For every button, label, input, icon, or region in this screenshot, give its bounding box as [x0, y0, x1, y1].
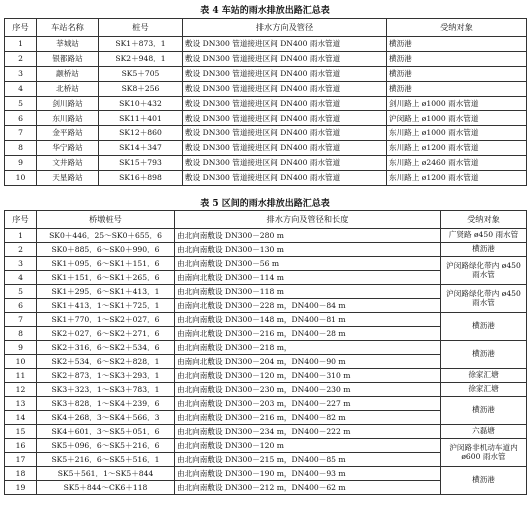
- row-index: 6: [5, 299, 37, 313]
- table-row: [5, 51, 527, 66]
- chainage: SK12＋860: [99, 126, 183, 141]
- row-index: 4: [5, 271, 37, 285]
- chainage: SK10＋432: [99, 96, 183, 111]
- drainage-direction-length: 由北向南敷设 DN300－212 m，DN400－62 m: [175, 481, 441, 495]
- row-index: 10: [5, 355, 37, 369]
- receiver: 东川路上 ø1200 雨水管道: [387, 141, 527, 156]
- chainage: SK1＋873．1: [99, 37, 183, 52]
- table-row: [5, 369, 527, 383]
- pier-chainage: SK5＋844～CK6＋118: [37, 481, 175, 495]
- receiver: 沪闵路绿化带内 ø450 雨水管: [441, 285, 527, 313]
- drainage-direction-length: 由北向南敷设 DN300－148 m，DN400－81 m: [175, 313, 441, 327]
- drainage-direction-length: 由北向南敷设 DN300－190 m，DN400－93 m: [175, 467, 441, 481]
- row-index: 15: [5, 425, 37, 439]
- receiver: 徐家汇塘: [441, 369, 527, 383]
- station-name: 华宁路站: [37, 141, 99, 156]
- pier-chainage: SK2＋873．1～SK3＋293．1: [37, 369, 175, 383]
- row-index: 18: [5, 467, 37, 481]
- pier-chainage: SK5＋216．6～SK5＋516．1: [37, 453, 175, 467]
- row-index: 16: [5, 439, 37, 453]
- drainage-direction: 敷设 DN300 管道接进区间 DN400 雨水管道: [183, 37, 387, 52]
- drainage-direction-length: 由北向南敷设 DN300－130 m: [175, 243, 441, 257]
- receiver: 横沥港: [441, 341, 527, 369]
- table-row: [5, 341, 527, 355]
- row-index: 13: [5, 397, 37, 411]
- row-index: 8: [5, 141, 37, 156]
- station-name: 莘城站: [37, 37, 99, 52]
- station-name: 文井路站: [37, 156, 99, 171]
- table-row: [5, 243, 527, 257]
- station-name: 颛桥站: [37, 66, 99, 81]
- drainage-direction-length: 由北向南敷设 DN300－218 m，: [175, 341, 441, 355]
- pier-chainage: SK2＋027．6～SK2＋271．6: [37, 327, 175, 341]
- drainage-direction-length: 由北向南敷设 DN300－118 m: [175, 285, 441, 299]
- receiver: 横沥港: [387, 51, 527, 66]
- table-header-row: [5, 19, 527, 37]
- row-index: 5: [5, 96, 37, 111]
- row-index: 12: [5, 383, 37, 397]
- station-name: 银都路站: [37, 51, 99, 66]
- table4-caption: 表 4 车站的雨水排放出路汇总表: [200, 6, 330, 16]
- table-row: [5, 229, 527, 243]
- pier-chainage: SK4＋601．3～SK5＋051．6: [37, 425, 175, 439]
- station-name: 东川路站: [37, 111, 99, 126]
- table-row: [5, 313, 527, 327]
- table-body: [5, 229, 527, 495]
- receiver: 东川路上 ø1200 雨水管道: [387, 171, 527, 186]
- pier-chainage: SK1＋151．6～SK1＋265．6: [37, 271, 175, 285]
- table-row: [5, 111, 527, 126]
- table-row: [5, 96, 527, 111]
- receiver: 沪闵路绿化带内 ø450 雨水管: [441, 257, 527, 285]
- pier-chainage: SK1＋770．1～SK2＋027．6: [37, 313, 175, 327]
- pier-chainage: SK5＋561．1～SK5＋844: [37, 467, 175, 481]
- chainage: SK15＋793: [99, 156, 183, 171]
- table-row: [5, 126, 527, 141]
- pier-chainage: SK4＋268．3～SK4＋566．3: [37, 411, 175, 425]
- chainage: SK16＋898: [99, 171, 183, 186]
- drainage-direction-length: 由北向南敷设 DN300－203 m，DN400－227 m: [175, 397, 441, 411]
- table-row: [5, 81, 527, 96]
- drainage-direction: 敷设 DN300 管道接进区间 DN400 雨水管道: [183, 96, 387, 111]
- row-index: 9: [5, 156, 37, 171]
- table-row: [5, 141, 527, 156]
- drainage-direction-length: 由北向南敷设 DN300－230 m，DN400－230 m: [175, 383, 441, 397]
- row-index: 10: [5, 171, 37, 186]
- section-drainage-table: [4, 210, 527, 495]
- row-index: 17: [5, 453, 37, 467]
- col-header-index: 序号: [5, 19, 37, 37]
- receiver: 横沥港: [387, 66, 527, 81]
- drainage-direction-length: 由南向北敷设 DN300－114 m: [175, 271, 441, 285]
- col-header-pier-chainage: 桥墩桩号: [37, 211, 175, 229]
- table-body: [5, 37, 527, 186]
- table-row: [5, 467, 527, 481]
- table-row: [5, 156, 527, 171]
- row-index: 6: [5, 111, 37, 126]
- chainage: SK5＋705: [99, 66, 183, 81]
- table-row: [5, 425, 527, 439]
- drainage-direction-length: 由北向南敷设 DN300－280 m: [175, 229, 441, 243]
- row-index: 14: [5, 411, 37, 425]
- chainage: SK8＋256: [99, 81, 183, 96]
- receiver: 剑川路上 ø1000 雨水管道: [387, 96, 527, 111]
- row-index: 4: [5, 81, 37, 96]
- drainage-direction-length: 由北向南敷设 DN300－216 m，DN400－82 m: [175, 411, 441, 425]
- table-row: [5, 397, 527, 411]
- row-index: 3: [5, 66, 37, 81]
- station-name: 金平路站: [37, 126, 99, 141]
- table-row: [5, 37, 527, 52]
- drainage-direction: 敷设 DN300 管道接进区间 DN400 雨水管道: [183, 51, 387, 66]
- table-row: [5, 66, 527, 81]
- col-header-station: 车站名称: [37, 19, 99, 37]
- station-name: 剑川路站: [37, 96, 99, 111]
- pier-chainage: SK1＋413．1～SK1＋725．1: [37, 299, 175, 313]
- drainage-direction-length: 由北向南敷设 DN300－120 m，DN400－310 m: [175, 369, 441, 383]
- row-index: 1: [5, 229, 37, 243]
- col-header-direction: 排水方向及管径: [183, 19, 387, 37]
- drainage-direction-length: 由南向北敷设 DN300－204 m，DN400－90 m: [175, 355, 441, 369]
- table5-caption: 表 5 区间的雨水排放出路汇总表: [200, 199, 330, 209]
- row-index: 5: [5, 285, 37, 299]
- drainage-direction: 敷设 DN300 管道接进区间 DN400 雨水管道: [183, 81, 387, 96]
- drainage-direction: 敷设 DN300 管道接进区间 DN400 雨水管道: [183, 171, 387, 186]
- pier-chainage: SK2＋534．6～SK2＋828．1: [37, 355, 175, 369]
- receiver: 横沥港: [441, 243, 527, 257]
- table-header-row: [5, 211, 527, 229]
- table-row: [5, 171, 527, 186]
- row-index: 19: [5, 481, 37, 495]
- table-row: [5, 383, 527, 397]
- row-index: 7: [5, 126, 37, 141]
- table-row: [5, 439, 527, 453]
- station-drainage-table: [4, 18, 527, 186]
- chainage: SK14＋347: [99, 141, 183, 156]
- table-row: [5, 285, 527, 299]
- drainage-direction-length: 由北向南敷设 DN300－215 m，DN400－85 m: [175, 453, 441, 467]
- drainage-direction-length: 由南向北敷设 DN300－216 m，DN400－28 m: [175, 327, 441, 341]
- pier-chainage: SK0＋446．25～SK0＋655．6: [37, 229, 175, 243]
- receiver: 沪闵路非机动车道内 ø600 雨水管: [441, 439, 527, 467]
- row-index: 7: [5, 313, 37, 327]
- receiver: 横沥港: [387, 81, 527, 96]
- row-index: 3: [5, 257, 37, 271]
- pier-chainage: SK3＋828．1～SK4＋239．6: [37, 397, 175, 411]
- drainage-direction: 敷设 DN300 管道接进区间 DN400 雨水管道: [183, 156, 387, 171]
- row-index: 9: [5, 341, 37, 355]
- col-header-receiver: 受纳对象: [387, 19, 527, 37]
- receiver: 东川路上 ø1000 雨水管道: [387, 126, 527, 141]
- station-name: 天星路站: [37, 171, 99, 186]
- pier-chainage: SK1＋095．6～SK1＋151．6: [37, 257, 175, 271]
- col-header-chainage: 桩号: [99, 19, 183, 37]
- pier-chainage: SK5＋096．6～SK5＋216．6: [37, 439, 175, 453]
- drainage-direction-length: 由北向南敷设 DN300－56 m: [175, 257, 441, 271]
- drainage-direction: 敷设 DN300 管道接进区间 DN400 雨水管道: [183, 141, 387, 156]
- col-header-index: 序号: [5, 211, 37, 229]
- chainage: SK2＋948．1: [99, 51, 183, 66]
- drainage-direction: 敷设 DN300 管道接进区间 DN400 雨水管道: [183, 111, 387, 126]
- row-index: 2: [5, 51, 37, 66]
- pier-chainage: SK0＋885．6～SK0＋990．6: [37, 243, 175, 257]
- station-name: 北桥站: [37, 81, 99, 96]
- row-index: 2: [5, 243, 37, 257]
- receiver: 横沥港: [441, 313, 527, 341]
- row-index: 8: [5, 327, 37, 341]
- receiver: 广贤路 ø450 雨水管: [441, 229, 527, 243]
- col-header-direction-length: 排水方向及管径和长度: [175, 211, 441, 229]
- chainage: SK11＋401: [99, 111, 183, 126]
- receiver: 横沥港: [441, 397, 527, 425]
- drainage-direction-length: 由北向南敷设 DN300－234 m，DN400－222 m: [175, 425, 441, 439]
- row-index: 11: [5, 369, 37, 383]
- drainage-direction-length: 由南向北敷设 DN300－228 m，DN400－84 m: [175, 299, 441, 313]
- col-header-receiver: 受纳对象: [441, 211, 527, 229]
- receiver: 六磊塘: [441, 425, 527, 439]
- receiver: 东川路上 ø2460 雨水管道: [387, 156, 527, 171]
- receiver: 横沥港: [441, 467, 527, 495]
- receiver: 徐家汇塘: [441, 383, 527, 397]
- receiver: 沪闵路上 ø1000 雨水管道: [387, 111, 527, 126]
- pier-chainage: SK2＋316．6～SK2＋534．6: [37, 341, 175, 355]
- pier-chainage: SK3＋323．1～SK3＋783．1: [37, 383, 175, 397]
- row-index: 1: [5, 37, 37, 52]
- drainage-direction: 敷设 DN300 管道接进区间 DN400 雨水管道: [183, 126, 387, 141]
- drainage-direction: 敷设 DN300 管道接进区间 DN400 雨水管道: [183, 66, 387, 81]
- table-row: [5, 257, 527, 271]
- pier-chainage: SK1＋295．6～SK1＋413．1: [37, 285, 175, 299]
- receiver: 横沥港: [387, 37, 527, 52]
- drainage-direction-length: 由北向南敷设 DN300－120 m: [175, 439, 441, 453]
